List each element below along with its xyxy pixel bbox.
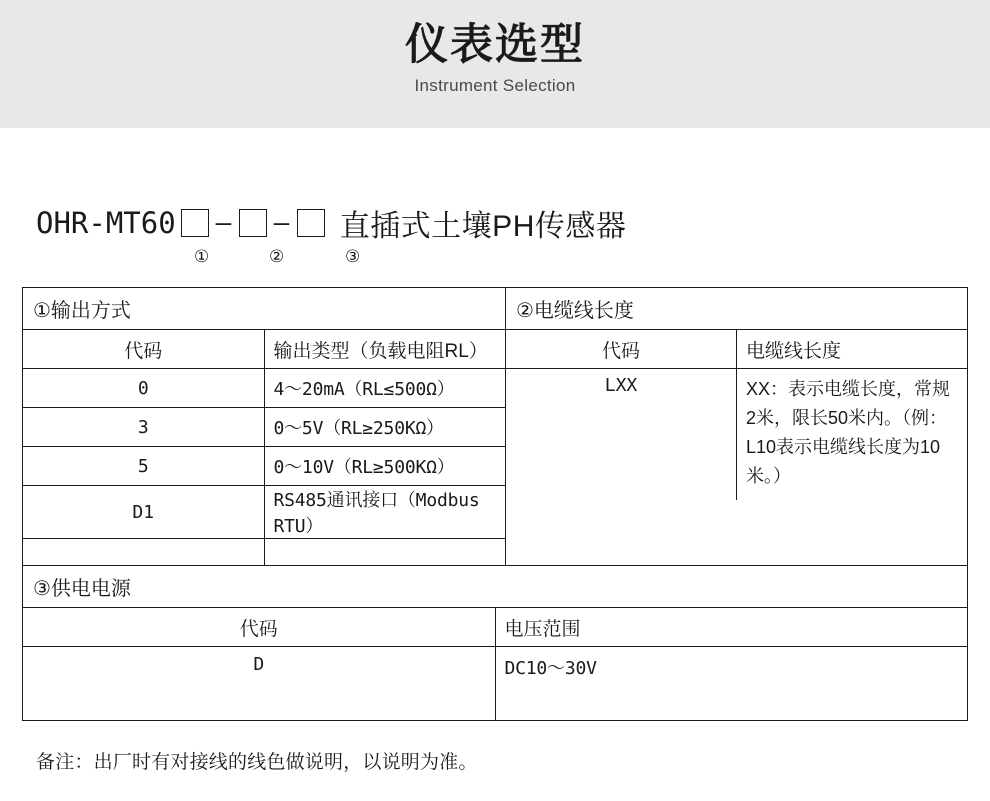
section-3-row-0-value: DC10～30V — [504, 658, 597, 679]
section-1-col-code: 代码 — [23, 330, 264, 369]
section-1-row-2-code: 5 — [23, 447, 264, 486]
model-marker-3: ③ — [345, 247, 361, 266]
table-row — [23, 647, 967, 721]
page-header — [0, 0, 990, 128]
section-1-cell — [23, 288, 506, 566]
section-1-spacer — [23, 539, 505, 566]
model-slot-2 — [239, 209, 267, 237]
section-3-table — [23, 566, 967, 720]
model-prefix: OHR-MT60 — [36, 206, 176, 240]
section-1-row-1-code: 3 — [23, 408, 264, 447]
section-1-row-0-code: 0 — [23, 369, 264, 408]
table-row — [506, 369, 967, 500]
section-1-row-1-value: 0～5V（RL≥250KΩ） — [264, 408, 505, 447]
section-3-col-code: 代码 — [23, 608, 495, 647]
table-row — [23, 408, 505, 447]
section-2-row-0-code: LXX — [506, 369, 737, 500]
model-marker-2: ② — [269, 247, 285, 266]
section-2-cell — [506, 288, 968, 566]
section-2-table — [506, 288, 967, 500]
page-subtitle: Instrument Selection — [414, 76, 576, 96]
model-dash-1: – — [215, 208, 232, 238]
section-2-row-0-value: XX：表示电缆长度，常规2米，限长50米内。（例：L10表示电缆线长度为10米。） — [746, 379, 951, 487]
table-row — [23, 369, 505, 408]
section-1-row-2-value: 0～10V（RL≥500KΩ） — [264, 447, 505, 486]
model-marker-1: ① — [194, 247, 210, 266]
model-product-name: 直插式土壤PH传感器 — [339, 210, 627, 243]
section-3-cell — [23, 566, 967, 721]
section-2-col-len: 电缆线长度 — [737, 330, 968, 369]
footer-remark: 备注：出厂时有对接线的线色做说明，以说明为准。 — [36, 752, 478, 773]
selection-table-outer — [23, 288, 967, 720]
section-3-row-0-code: D — [23, 647, 495, 721]
section-2-heading: ②电缆线长度 — [506, 288, 967, 330]
section-1-row-3-code: D1 — [23, 486, 264, 539]
table-row — [23, 486, 505, 539]
model-slot-1 — [181, 209, 209, 237]
section-3-col-range: 电压范围 — [495, 608, 967, 647]
section-1-heading: ①输出方式 — [23, 288, 505, 330]
selection-tables — [22, 287, 968, 721]
section-1-spacer-code — [23, 539, 264, 566]
model-slot-3 — [297, 209, 325, 237]
section-1-col-type: 输出类型（负载电阻RL） — [264, 330, 505, 369]
section-2-col-code: 代码 — [506, 330, 737, 369]
section-1-spacer-value — [264, 539, 505, 566]
section-1-row-3-value: RS485通讯接口（Modbus RTU） — [264, 486, 505, 539]
model-designation — [0, 128, 990, 277]
section-3-heading: ③供电电源 — [23, 566, 967, 608]
page-title: 仪表选型 — [405, 21, 585, 69]
section-1-table — [23, 288, 505, 565]
model-line — [36, 203, 990, 243]
model-marker-row — [36, 247, 990, 277]
model-dash-2: – — [273, 208, 290, 238]
table-row — [23, 447, 505, 486]
section-1-row-0-value: 4～20mA（RL≤500Ω） — [264, 369, 505, 408]
